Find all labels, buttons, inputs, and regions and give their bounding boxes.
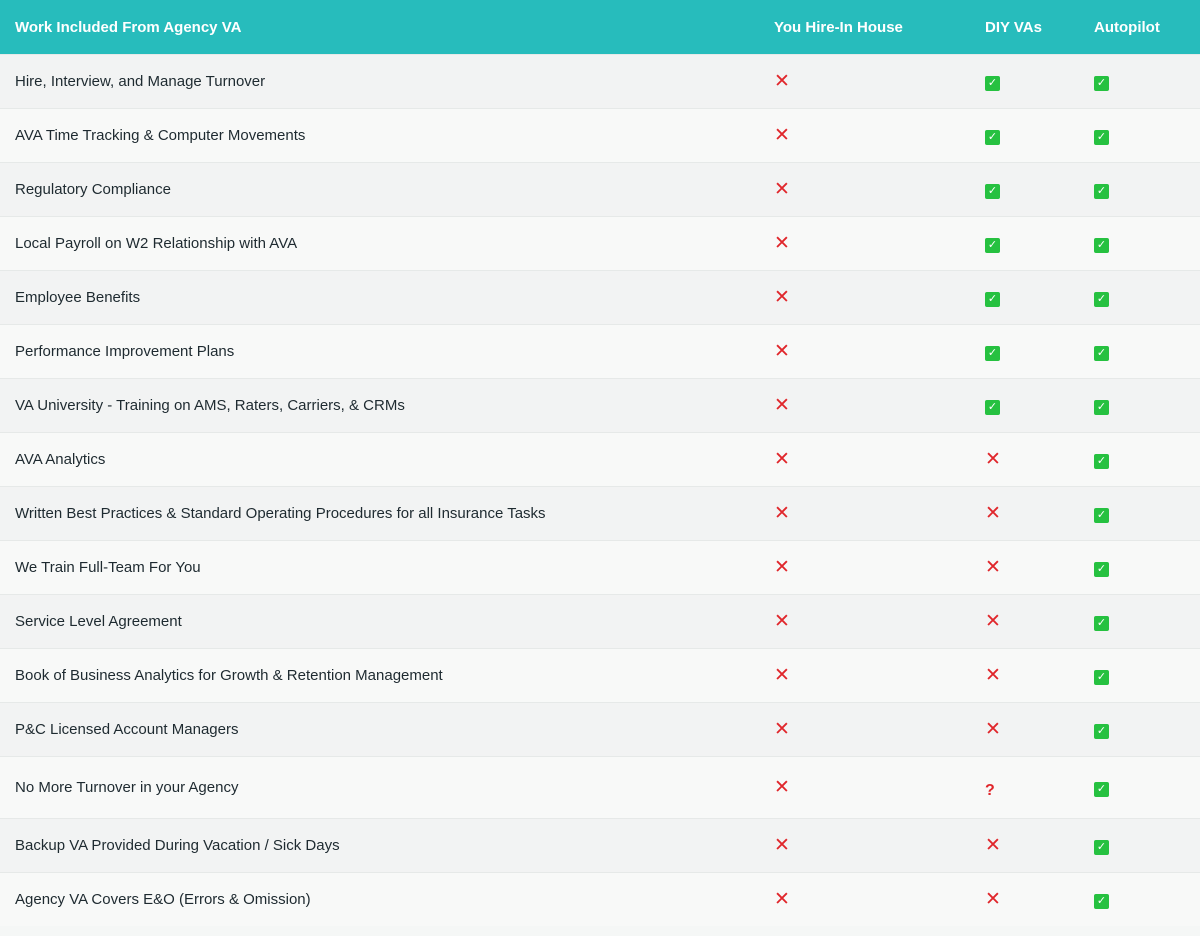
- header-autopilot: Autopilot: [1094, 18, 1160, 36]
- cell-in-house: [760, 558, 971, 577]
- cross-icon: ✕: [774, 449, 790, 470]
- feature-label: P&C Licensed Account Managers: [15, 721, 239, 738]
- feature-label: AVA Analytics: [15, 451, 106, 468]
- cell-autopilot: [1080, 289, 1200, 307]
- feature-label: We Train Full-Team For You: [15, 559, 201, 576]
- feature-label: Hire, Interview, and Manage Turnover: [15, 73, 266, 90]
- cell-in-house: [760, 180, 971, 199]
- feature-label: Book of Business Analytics for Growth & Retention Management: [15, 667, 443, 684]
- table-body: [0, 54, 1200, 926]
- cell-diy: [971, 836, 1080, 855]
- cell-diy: [971, 127, 1080, 145]
- cell-in-house: [760, 450, 971, 469]
- check-icon: ✓: [985, 76, 1000, 91]
- check-icon: ✓: [985, 238, 1000, 253]
- header-in-house: You Hire-In House: [774, 18, 903, 36]
- cell-autopilot: [1080, 837, 1200, 855]
- cell-in-house: [760, 72, 971, 91]
- check-icon: ✓: [1094, 670, 1109, 685]
- cross-icon: ✕: [774, 233, 790, 254]
- table-row: [0, 378, 1200, 432]
- cell-diy: [971, 612, 1080, 631]
- cross-icon: ✕: [985, 449, 1001, 470]
- feature-label: Regulatory Compliance: [15, 181, 171, 198]
- cross-icon: ✕: [774, 287, 790, 308]
- feature-label: Written Best Practices & Standard Operating Procedures for all Insurance Tasks: [15, 505, 546, 522]
- cell-autopilot: [1080, 721, 1200, 739]
- cell-diy: [971, 504, 1080, 523]
- feature-label: Employee Benefits: [15, 289, 141, 306]
- cross-icon: ✕: [774, 503, 790, 524]
- cross-icon: ✕: [985, 719, 1001, 740]
- cross-icon: ✕: [985, 557, 1001, 578]
- cross-icon: ✕: [774, 665, 790, 686]
- feature-label: VA University - Training on AMS, Raters, Carriers, & CRMs: [15, 397, 405, 414]
- cell-autopilot: [1080, 505, 1200, 523]
- cell-diy: [971, 289, 1080, 307]
- feature-label: AVA Time Tracking & Computer Movements: [15, 127, 306, 144]
- table-row: [0, 432, 1200, 486]
- cell-diy: [971, 890, 1080, 909]
- feature-label: Performance Improvement Plans: [15, 343, 235, 360]
- table-row: [0, 216, 1200, 270]
- cross-icon: ✕: [774, 71, 790, 92]
- cell-in-house: [760, 288, 971, 307]
- check-icon: ✓: [1094, 562, 1109, 577]
- check-icon: ✓: [1094, 76, 1109, 91]
- cell-autopilot: [1080, 451, 1200, 469]
- cell-diy: [971, 73, 1080, 91]
- cell-in-house: [760, 396, 971, 415]
- cross-icon: ✕: [985, 835, 1001, 856]
- table-row: [0, 702, 1200, 756]
- header-diy-vas: DIY VAs: [985, 18, 1042, 36]
- cell-diy: [971, 777, 1080, 799]
- table-row: [0, 324, 1200, 378]
- cell-autopilot: [1080, 891, 1200, 909]
- check-icon: ✓: [985, 130, 1000, 145]
- table-row: [0, 108, 1200, 162]
- table-row: [0, 648, 1200, 702]
- cross-icon: ✕: [774, 125, 790, 146]
- cross-icon: ✕: [774, 835, 790, 856]
- cell-diy: [971, 558, 1080, 577]
- table-row: [0, 872, 1200, 926]
- cell-autopilot: [1080, 73, 1200, 91]
- cell-in-house: [760, 126, 971, 145]
- question-icon: ?: [985, 781, 995, 799]
- cell-autopilot: [1080, 181, 1200, 199]
- check-icon: ✓: [985, 400, 1000, 415]
- check-icon: ✓: [1094, 238, 1109, 253]
- cell-autopilot: [1080, 127, 1200, 145]
- cell-in-house: [760, 778, 971, 797]
- table-row: [0, 270, 1200, 324]
- cell-autopilot: [1080, 343, 1200, 361]
- cell-autopilot: [1080, 613, 1200, 631]
- table-row: [0, 818, 1200, 872]
- cross-icon: ✕: [985, 665, 1001, 686]
- table-row: [0, 54, 1200, 108]
- cell-diy: [971, 181, 1080, 199]
- cross-icon: ✕: [985, 611, 1001, 632]
- check-icon: ✓: [985, 292, 1000, 307]
- cross-icon: ✕: [774, 611, 790, 632]
- cell-in-house: [760, 612, 971, 631]
- check-icon: ✓: [1094, 508, 1109, 523]
- cell-in-house: [760, 890, 971, 909]
- check-icon: ✓: [1094, 616, 1109, 631]
- table-row: [0, 486, 1200, 540]
- cell-diy: [971, 666, 1080, 685]
- cross-icon: ✕: [774, 719, 790, 740]
- check-icon: ✓: [1094, 782, 1109, 797]
- cross-icon: ✕: [774, 341, 790, 362]
- feature-label: Service Level Agreement: [15, 613, 182, 630]
- table-row: [0, 756, 1200, 818]
- check-icon: ✓: [1094, 292, 1109, 307]
- check-icon: ✓: [1094, 184, 1109, 199]
- cell-in-house: [760, 836, 971, 855]
- check-icon: ✓: [985, 184, 1000, 199]
- check-icon: ✓: [1094, 724, 1109, 739]
- cross-icon: ✕: [774, 557, 790, 578]
- check-icon: ✓: [985, 346, 1000, 361]
- cell-diy: [971, 343, 1080, 361]
- cell-in-house: [760, 666, 971, 685]
- cell-autopilot: [1080, 235, 1200, 253]
- header-work-included: Work Included From Agency VA: [15, 18, 242, 36]
- table-row: [0, 162, 1200, 216]
- cell-autopilot: [1080, 667, 1200, 685]
- cross-icon: ✕: [774, 777, 790, 798]
- cell-in-house: [760, 342, 971, 361]
- feature-label: No More Turnover in your Agency: [15, 779, 239, 796]
- cell-diy: [971, 397, 1080, 415]
- check-icon: ✓: [1094, 840, 1109, 855]
- cross-icon: ✕: [774, 179, 790, 200]
- cell-autopilot: [1080, 397, 1200, 415]
- cross-icon: ✕: [774, 395, 790, 416]
- cross-icon: ✕: [774, 889, 790, 910]
- check-icon: ✓: [1094, 346, 1109, 361]
- cell-in-house: [760, 720, 971, 739]
- feature-label: Backup VA Provided During Vacation / Sick Days: [15, 837, 340, 854]
- cross-icon: ✕: [985, 503, 1001, 524]
- cell-in-house: [760, 504, 971, 523]
- table-row: [0, 594, 1200, 648]
- check-icon: ✓: [1094, 130, 1109, 145]
- check-icon: ✓: [1094, 400, 1109, 415]
- cross-icon: ✕: [985, 889, 1001, 910]
- cell-autopilot: [1080, 779, 1200, 797]
- cell-diy: [971, 450, 1080, 469]
- feature-label: Local Payroll on W2 Relationship with AVA: [15, 235, 298, 252]
- check-icon: ✓: [1094, 454, 1109, 469]
- cell-diy: [971, 720, 1080, 739]
- cell-autopilot: [1080, 559, 1200, 577]
- feature-label: Agency VA Covers E&O (Errors & Omission): [15, 891, 311, 908]
- table-header: [0, 0, 1200, 54]
- cell-diy: [971, 235, 1080, 253]
- check-icon: ✓: [1094, 894, 1109, 909]
- table-row: [0, 540, 1200, 594]
- cell-in-house: [760, 234, 971, 253]
